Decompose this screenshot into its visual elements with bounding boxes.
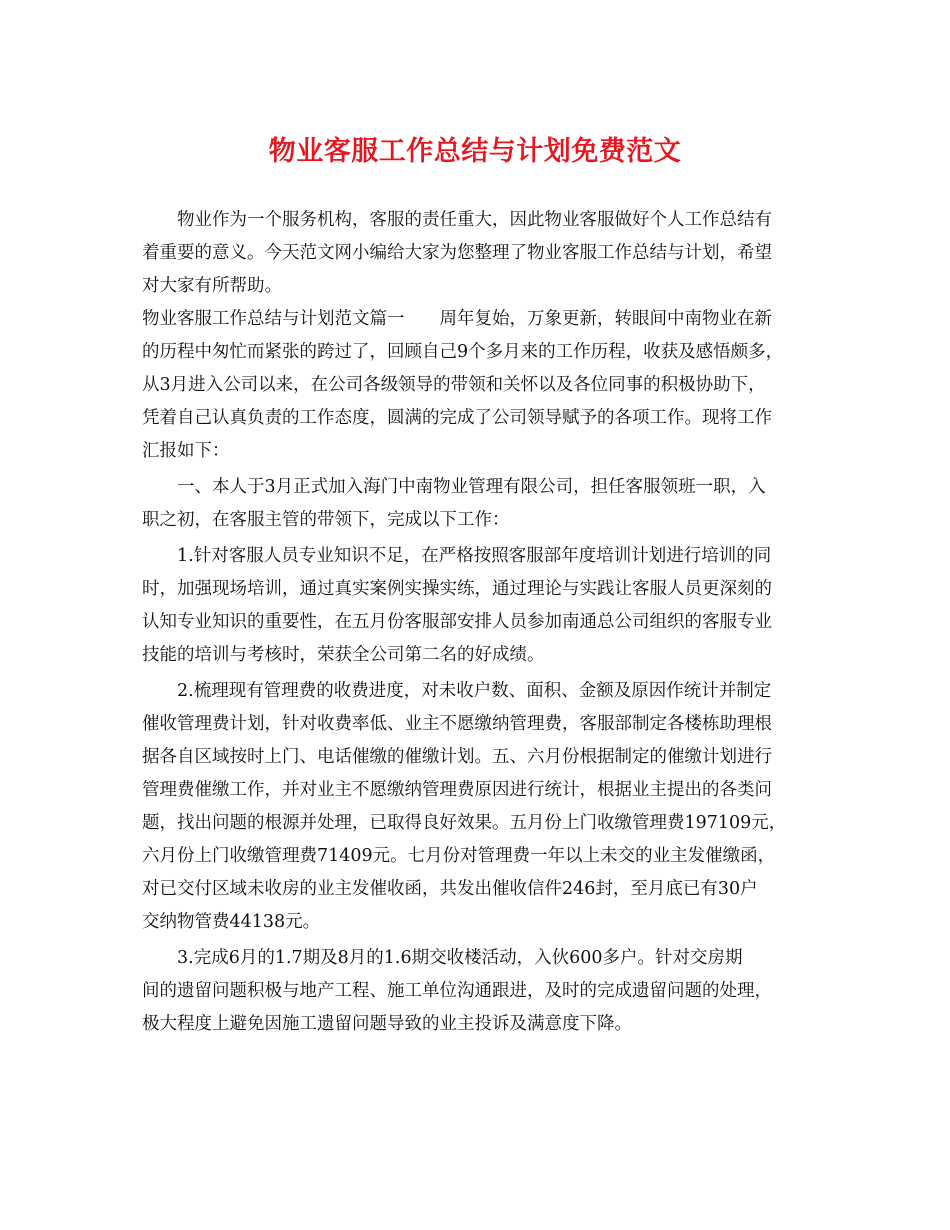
paragraph-item-1 xyxy=(142,540,822,672)
text-line: 物业作为一个服务机构，客服的责任重大，因此物业客服做好个人工作总结有 xyxy=(177,210,772,230)
paragraph-intro xyxy=(142,204,822,303)
text-line: 六月份上门收缴管理费71409元。七月份对管理费一年以上未交的业主发催缴函， xyxy=(142,846,776,866)
text-line: 题，找出问题的根源并处理，已取得良好效果。五月份上门收缴管理费197109元， xyxy=(142,813,787,833)
text-line: 时，加强现场培训，通过真实案例实操实练，通过理论与实践让客服人员更深刻的 xyxy=(142,579,772,599)
text-line: 间的遗留问题积极与地产工程、施工单位沟通跟进，及时的完成遗留问题的处理， xyxy=(142,981,772,1001)
text-line: 职之初，在客服主管的带领下，完成以下工作： xyxy=(142,510,510,530)
text-line: 从3月进入公司以来，在公司各级领导的带领和关怀以及各位同事的积极协助下， xyxy=(142,375,766,395)
paragraph-point-one xyxy=(142,471,822,537)
text-line: 的历程中匆忙而紧张的跨过了，回顾自己9个多月来的工作历程，收获及感悟颇多， xyxy=(142,342,784,362)
text-line: 据各自区域按时上门、电话催缴的催缴计划。五、六月份根据制定的催缴计划进行 xyxy=(142,747,772,767)
text-line: 1.针对客服人员专业知识不足，在严格按照客服部年度培训计划进行培训的同 xyxy=(177,546,772,566)
text-line: 3.完成6月的1.7期及8月的1.6期交收楼活动，入伙600多户。针对交房期 xyxy=(177,948,743,968)
paragraph-item-2 xyxy=(142,675,822,939)
paragraph-item-3 xyxy=(142,942,822,1041)
document-body xyxy=(142,204,822,1041)
text-line: 汇报如下： xyxy=(142,441,230,461)
text-line: 管理费催缴工作，并对业主不愿缴纳管理费原因进行统计，根据业主提出的各类问 xyxy=(142,780,772,800)
text-line: 催收管理费计划，针对收费率低、业主不愿缴纳管理费，客服部制定各楼栋助理根 xyxy=(142,714,772,734)
text-line: 认知专业知识的重要性，在五月份客服部安排人员参加南通总公司组织的客服专业 xyxy=(142,612,772,632)
text-line: 一、本人于3月正式加入海门中南物业管理有限公司，担任客服领班一职，入 xyxy=(177,477,766,497)
text-line: 交纳物管费44138元。 xyxy=(142,912,321,932)
text-line: 对大家有所帮助。 xyxy=(142,276,282,296)
text-line: 物业客服工作总结与计划范文篇一 周年复始，万象更新，转眼间中南物业在新 xyxy=(142,309,772,329)
text-line: 极大程度上避免因施工遗留问题导致的业主投诉及满意度下降。 xyxy=(142,1014,632,1034)
document-title: 物业客服工作总结与计划免费范文 xyxy=(268,136,682,167)
text-line: 2.梳理现有管理费的收费进度，对未收户数、面积、金额及原因作统计并制定 xyxy=(177,681,772,701)
text-line: 着重要的意义。今天范文网小编给大家为您整理了物业客服工作总结与计划，希望 xyxy=(142,243,772,263)
text-line: 技能的培训与考核时，荣获全公司第二名的好成绩。 xyxy=(142,645,545,665)
text-line: 对已交付区域未收房的业主发催收函，共发出催收信件246封，至月底已有30户 xyxy=(142,879,758,899)
text-line: 凭着自己认真负责的工作态度，圆满的完成了公司领导赋予的各项工作。现将工作 xyxy=(142,408,772,428)
paragraph-section-one xyxy=(142,303,822,468)
